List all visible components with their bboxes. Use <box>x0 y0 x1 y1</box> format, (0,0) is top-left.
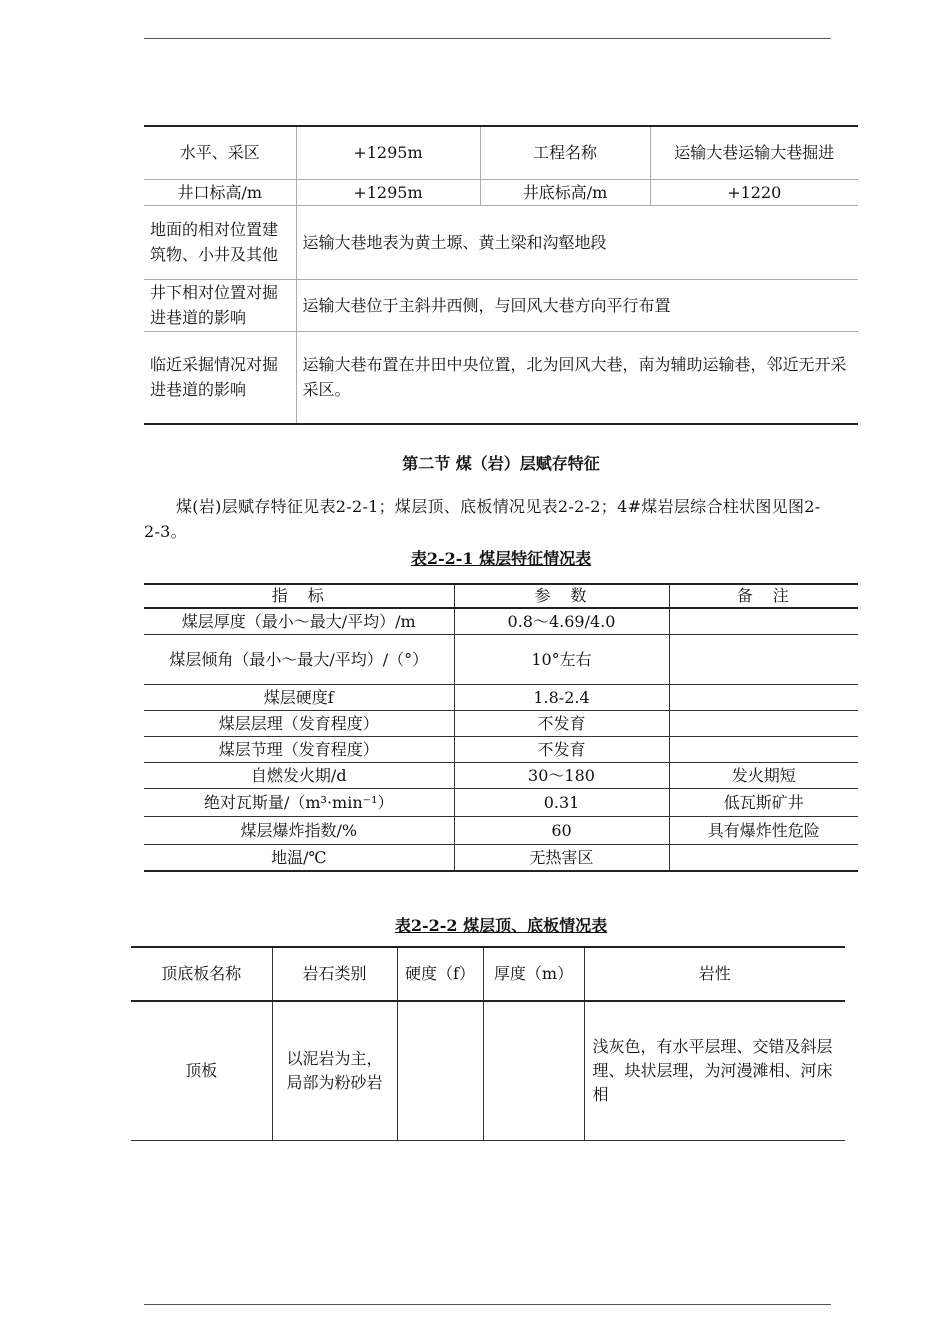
table-cell: 煤层爆炸指数/% <box>144 817 454 845</box>
table-cell: 发火期短 <box>669 763 858 789</box>
table-cell: 煤层层理（发育程度） <box>144 711 454 737</box>
column-header: 指 标 <box>144 584 454 608</box>
table-cell: 煤层硬度f <box>144 685 454 711</box>
table-cell <box>669 711 858 737</box>
table-caption <box>144 913 858 936</box>
table-cell: +1220 <box>650 179 858 205</box>
column-header: 备 注 <box>669 584 858 608</box>
column-header: 硬度（f） <box>397 947 483 1001</box>
table-cell: 自燃发火期/d <box>144 763 454 789</box>
table-row <box>144 763 858 789</box>
table-cell <box>669 608 858 635</box>
table-row <box>131 1001 845 1140</box>
section-heading: 第二节 煤（岩）层赋存特征 <box>402 454 600 473</box>
table-header-row <box>131 947 845 1001</box>
table-cell: 井底标高/m <box>480 179 650 205</box>
table-row <box>144 279 858 331</box>
footer-rule <box>144 1304 831 1305</box>
table-cell <box>483 1001 584 1140</box>
table-row <box>144 817 858 845</box>
table-cell: 井口标高/m <box>144 179 296 205</box>
table-cell: 低瓦斯矿井 <box>669 789 858 817</box>
table-row <box>144 711 858 737</box>
table-cell: 煤层节理（发育程度） <box>144 737 454 763</box>
table-cell: 绝对瓦斯量/（m³·min⁻¹） <box>144 789 454 817</box>
header-rule <box>144 38 831 39</box>
table-cell: 井下相对位置对掘进巷道的影响 <box>144 279 296 331</box>
table-cell: 顶板 <box>185 1060 218 1080</box>
coal-seam-table <box>144 583 858 872</box>
table-cell: 30～180 <box>454 763 669 789</box>
column-header: 厚度（m） <box>483 947 584 1001</box>
table-cell: 运输大巷运输大巷掘进 <box>650 126 858 179</box>
table-cell: 工程名称 <box>480 126 650 179</box>
table-cell: 运输大巷地表为黄土塬、黄土梁和沟壑地段 <box>296 205 858 279</box>
table-cell: +1295m <box>296 126 480 179</box>
table-cell: 地温/℃ <box>144 845 454 872</box>
table-caption <box>144 546 858 569</box>
table-cell: 水平、采区 <box>144 126 296 179</box>
table-row <box>144 331 858 424</box>
table-cell: 0.31 <box>454 789 669 817</box>
table-cell: 具有爆炸性危险 <box>669 817 858 845</box>
table-row <box>144 737 858 763</box>
table-header-row <box>144 584 858 608</box>
table-row <box>144 179 858 205</box>
table-cell: 煤层倾角（最小～最大/平均）/（°） <box>144 635 454 685</box>
table-cell: 不发育 <box>454 711 669 737</box>
column-header: 顶底板名称 <box>131 947 272 1001</box>
table-row <box>144 685 858 711</box>
table-cell: 1.8-2.4 <box>454 685 669 711</box>
roof-floor-table <box>131 946 845 1141</box>
caption-text: 表2-2-1 煤层特征情况表 <box>410 549 592 568</box>
table-cell <box>669 737 858 763</box>
table-cell: 无热害区 <box>454 845 669 872</box>
location-table <box>144 125 858 425</box>
table-cell: +1295m <box>296 179 480 205</box>
table-cell: 地面的相对位置建筑物、小井及其他 <box>144 205 296 279</box>
table-cell: 临近采掘情况对掘进巷道的影响 <box>144 331 296 424</box>
table-cell: 浅灰色，有水平层理、交错及斜层理、块状层理，为河漫滩相、河床相 <box>584 1001 845 1140</box>
column-header: 岩性 <box>584 947 845 1001</box>
table-cell: 运输大巷布置在井田中央位置，北为回风大巷，南为辅助运输巷，邻近无开采采区。 <box>296 331 858 424</box>
table-row <box>144 205 858 279</box>
table-cell: 0.8～4.69/4.0 <box>454 608 669 635</box>
caption-text: 表2-2-2 煤层顶、底板情况表 <box>394 916 608 935</box>
table-row <box>144 789 858 817</box>
table-cell: 以泥岩为主，局部为粉砂岩 <box>272 1001 397 1140</box>
table-row <box>144 126 858 179</box>
table-row <box>144 845 858 872</box>
table-cell: 运输大巷位于主斜井西侧，与回风大巷方向平行布置 <box>296 279 858 331</box>
table-cell <box>669 845 858 872</box>
table-cell: 10°左右 <box>454 635 669 685</box>
body-paragraph: 煤(岩)层赋存特征见表2-2-1；煤层顶、底板情况见表2-2-2；4#煤岩层综合柱状图见图2-2-3。 <box>144 497 821 541</box>
table-cell <box>669 635 858 685</box>
table-cell: 煤层厚度（最小～最大/平均）/m <box>144 608 454 635</box>
table-row <box>144 608 858 635</box>
table-row <box>144 635 858 685</box>
table-cell <box>397 1001 483 1140</box>
table-cell: 60 <box>454 817 669 845</box>
column-header: 参 数 <box>454 584 669 608</box>
table-cell: 不发育 <box>454 737 669 763</box>
table-cell <box>669 685 858 711</box>
column-header: 岩石类别 <box>272 947 397 1001</box>
